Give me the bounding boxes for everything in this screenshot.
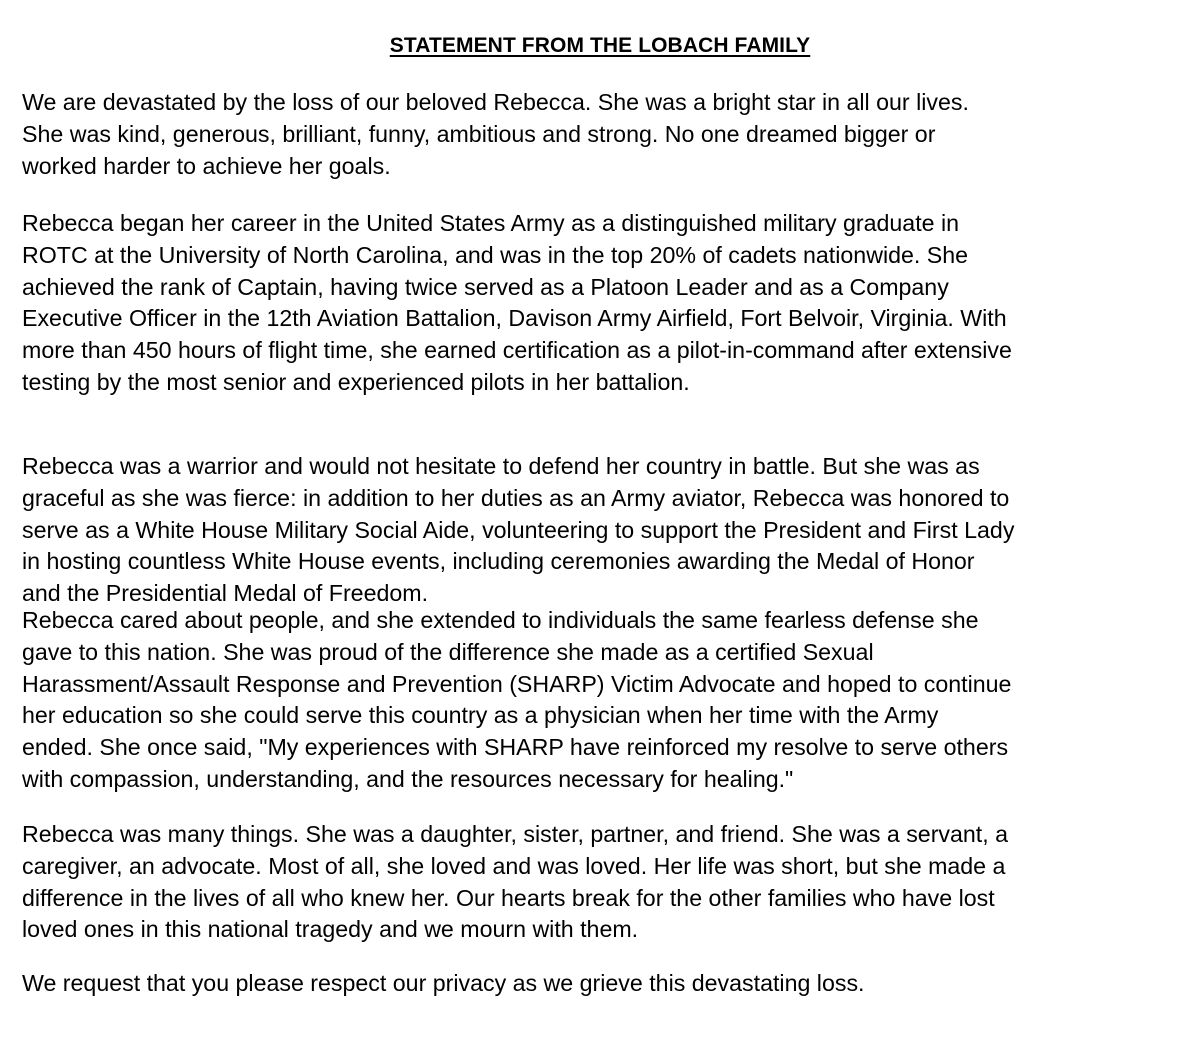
paragraph-privacy-request: We request that you please respect our privacy as we grieve this devastating loss. (22, 970, 865, 996)
paragraph-career: Rebecca began her career in the United States Army as a distinguished military graduate in ROTC at the University of North Carolina, and was in the top 20% of cadets nationwide. She achieved the rank of Captain, having twice served as a Platoon Leader and as a Company Executive Officer in the 12th Aviation Battalion, Davison Army Airfield, Fort Belvoir, Virginia. With more than 450 hours of flight time, she earned certification as a pilot-in-command after extensive testing by the most senior and experienced pilots in her battalion. (22, 210, 1012, 395)
paragraph-warrior: Rebecca was a warrior and would not hesitate to defend her country in battle. But she was as graceful as she was fierce: in addition to her duties as an Army aviator, Rebecca was honored to serve as a White House Military Social Aide, volunteering to support the President and First Lady in hosting countless White House events, including ceremonies awarding the Medal of Honor and the Presidential Medal of Freedom. (22, 453, 1015, 607)
paragraph-legacy: Rebecca was many things. She was a daughter, sister, partner, and friend. She was a servant, a caregiver, an advocate. Most of all, she loved and was loved. Her life was short, but she made a difference in the lives of all who knew her. Our hearts break for the other families who have lost loved ones in this national tragedy and we mourn with them. (22, 821, 1009, 943)
statement-title: STATEMENT FROM THE LOBACH FAMILY (389, 34, 811, 57)
paragraph-advocacy: Rebecca cared about people, and she extended to individuals the same fearless defense she gave to this nation. She was proud of the difference she made as a certified Sexual Harassment/Assault Response and Prevention (SHARP) Victim Advocate and hoped to continue her education so she could serve this country as a physician when her time with the Army ended. She once said, "My experiences with SHARP have reinforced my resolve to serve others with compassion, understanding, and the resources necessary for healing." (22, 607, 1012, 792)
paragraph-loss: We are devastated by the loss of our beloved Rebecca. She was a bright star in all our lives. She was kind, generous, brilliant, funny, ambitious and strong. No one dreamed bigger or worked harder to achieve her goals. (22, 89, 969, 179)
